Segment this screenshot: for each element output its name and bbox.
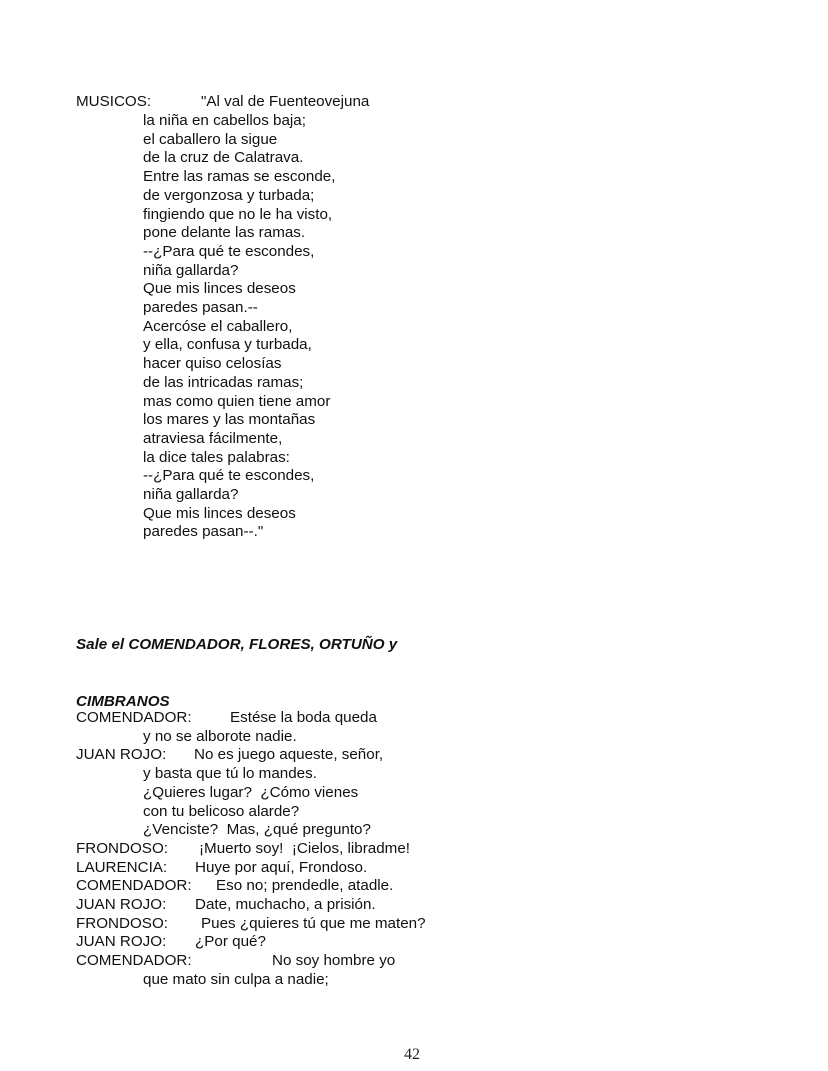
verse-line: --¿Para qué te escondes, xyxy=(143,467,315,485)
dialogue-text: Estése la boda queda xyxy=(230,709,377,726)
verse-line: paredes pasan--." xyxy=(143,523,264,541)
page-number: 42 xyxy=(404,1046,420,1063)
verse-line: Que mis linces deseos xyxy=(143,504,296,522)
verse-line: la dice tales palabras: xyxy=(143,448,290,466)
speaker-name: FRONDOSO: xyxy=(76,914,168,932)
verse-line: niña gallarda? xyxy=(143,261,239,279)
verse-line: de las intricadas ramas; xyxy=(143,373,304,391)
verse-line: Acercóse el caballero, xyxy=(143,317,293,335)
speaker-name: LAURENCIA: xyxy=(76,858,168,876)
verse-line: fingiendo que no le ha visto, xyxy=(143,205,333,223)
verse-line: el caballero la sigue xyxy=(143,130,278,148)
speaker-name: JUAN ROJO: xyxy=(76,896,167,913)
speaker-name: JUAN ROJO: xyxy=(76,746,167,764)
speaker-name: COMENDADOR: xyxy=(76,709,192,726)
verse-line: Entre las ramas se esconde, xyxy=(143,168,336,186)
verse-line: mas como quien tiene amor xyxy=(143,392,331,410)
stage-direction-line: Sale el COMENDADOR, FLORES, ORTUÑO y xyxy=(76,636,398,653)
dialogue-text: ¡Muerto soy! ¡Cielos, libradme! xyxy=(199,839,411,857)
speaker-name: JUAN ROJO: xyxy=(76,933,167,951)
dialogue-text: Huye por aquí, Frondoso. xyxy=(195,858,368,876)
verse-line: atraviesa fácilmente, xyxy=(143,429,283,447)
verse-line: pone delante las ramas. xyxy=(143,224,306,242)
verse-line: la niña en cabellos baja; xyxy=(143,112,306,129)
dialogue-text: y basta que tú lo mandes. xyxy=(143,765,317,783)
dialogue-text: No soy hombre yo xyxy=(272,952,396,970)
dialogue-text: con tu belicoso alarde? xyxy=(143,802,300,820)
verse-line: y ella, confusa y turbada, xyxy=(143,336,312,354)
dialogue-text: No es juego aqueste, señor, xyxy=(194,746,384,764)
dialogue-text: y no se alborote nadie. xyxy=(143,727,297,745)
verse-line: --¿Para qué te escondes, xyxy=(143,242,315,260)
verse-line: Que mis linces deseos xyxy=(143,280,296,298)
stage-direction-line: CIMBRANOS xyxy=(76,693,170,710)
verse-line: hacer quiso celosías xyxy=(143,355,282,373)
dialogue-text: Eso no; prendedle, atadle. xyxy=(216,877,394,895)
verse-line: de vergonzosa y turbada; xyxy=(143,186,315,204)
dialogue-text: ¿Por qué? xyxy=(195,933,266,951)
verse-line: niña gallarda? xyxy=(143,486,239,503)
verse-line: los mares y las montañas xyxy=(143,411,316,429)
speaker-name: FRONDOSO: xyxy=(76,839,168,857)
dialogue-text: Pues ¿quieres tú que me maten? xyxy=(201,914,426,932)
dialogue-text: ¿Quieres lugar? ¿Cómo vienes xyxy=(143,783,359,801)
dialogue-text: ¿Venciste? Mas, ¿qué pregunto? xyxy=(143,821,371,839)
dialogue-text: que mato sin culpa a nadie; xyxy=(143,970,329,988)
verse-line: de la cruz de Calatrava. xyxy=(143,149,304,167)
speaker-name: MUSICOS: xyxy=(76,93,152,110)
verse-line: paredes pasan.-- xyxy=(143,299,258,316)
verse-line: "Al val de Fuenteovejuna xyxy=(201,93,370,110)
dialogue-text: Date, muchacho, a prisión. xyxy=(195,896,376,913)
speaker-name: COMENDADOR: xyxy=(76,877,192,895)
speaker-name: COMENDADOR: xyxy=(76,952,192,970)
